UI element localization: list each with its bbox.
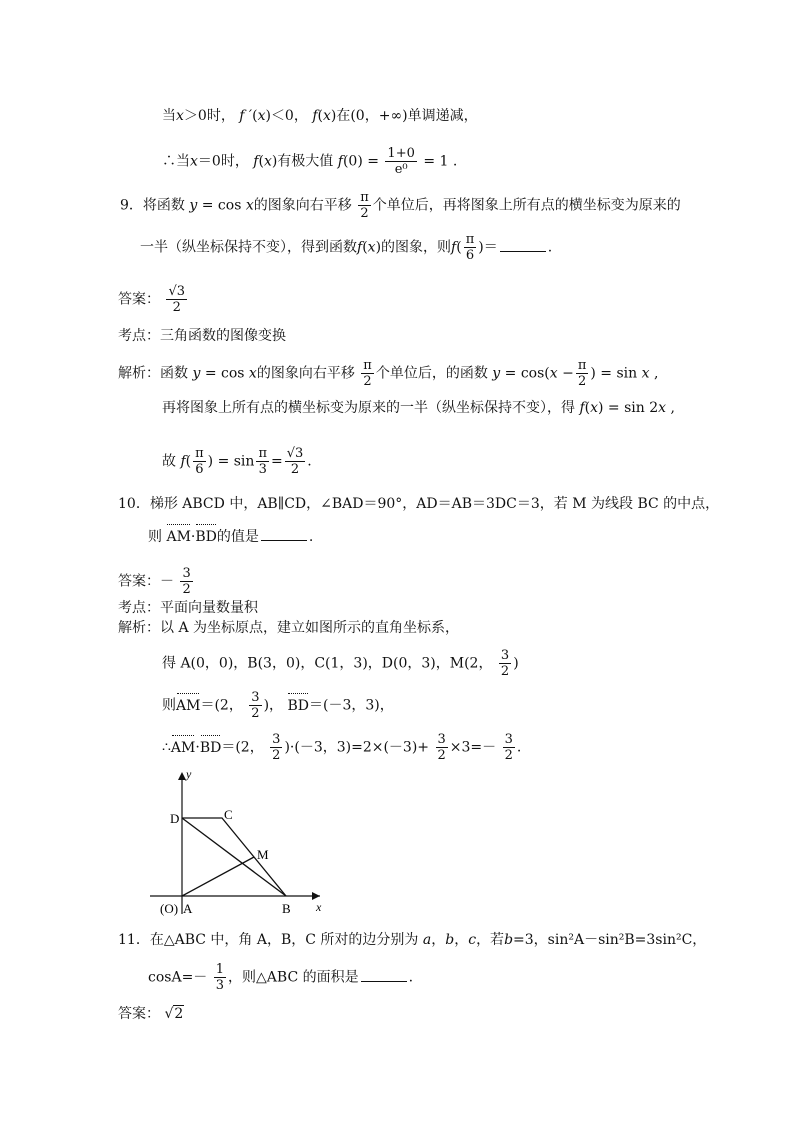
text: )，	[263, 697, 284, 714]
q11-line-1: 11．在△ABC 中，角 A，B，C 所对的边分别为 a，b，c，若b=3，sin²A－sin²B=3sin²C，	[118, 932, 707, 948]
text: ＝(2，	[200, 697, 243, 714]
text: ＝(－3，3)，	[309, 697, 394, 714]
q9-answer	[118, 284, 189, 315]
text: ＝	[483, 239, 498, 256]
top-line-2: ∴当x＝0时， f(x)有极大值 f(0) = $\frac{1+0}{\text{e⁰}}$ = 1 .	[162, 146, 458, 177]
text: ，若	[476, 932, 505, 948]
segment-BD	[182, 818, 286, 896]
q10-analysis-2: 得 A(0，0)，B(3，0)，C(1，3)，D(0，3)，M(2， $\frac{3}{2}$ )	[162, 648, 519, 679]
text: 在△ABC 中，角 A，B，C 所对的边分别为	[149, 932, 419, 948]
label-A: A	[183, 901, 193, 916]
q9-analysis-2: 再将图象上所有点的横坐标变为原来的一半（纵坐标保持不变），得 f(x) = sin 2x ,	[162, 400, 675, 416]
q9-analysis-3: 故 f( $\frac{\pi}{6}$ ) = sin $\frac{\pi}{3}$ = $\frac{√3}{2}$ .	[162, 446, 312, 477]
text: 的图象，则	[381, 239, 452, 256]
text: 则	[148, 529, 162, 545]
text: ＜0，	[270, 108, 308, 124]
label-C: C	[224, 807, 233, 822]
coordinate-figure	[150, 766, 340, 918]
label-D: D	[170, 811, 180, 826]
text: 得 A(0，0)，B(3，0)，C(1，3)，D(0，3)，M(2，	[162, 655, 493, 672]
text: ＞0时，	[183, 108, 235, 124]
fraction: $\frac{\pi}{2}$	[360, 190, 369, 221]
answer-sqrt: √2	[164, 1006, 184, 1022]
math-x: x	[176, 108, 184, 124]
text: ∴	[162, 739, 171, 756]
text: ＝(2，	[221, 739, 264, 756]
topic-text: 平面向量数量积	[160, 600, 258, 616]
q10-analysis-3: 则AM＝(2， $\frac{3}{2}$ )， BD＝(－3，3)，	[162, 690, 394, 721]
label: 解析：	[118, 620, 160, 636]
math-fprime: f ′	[239, 108, 253, 124]
text: 个单位后，的函数	[375, 365, 488, 382]
q10-analysis-1	[118, 618, 459, 638]
sign: －	[160, 573, 174, 590]
text: 将函数	[142, 197, 185, 214]
text: 一半（纵坐标保持不变），得到函数	[140, 239, 357, 256]
text: 函数	[160, 365, 188, 382]
q10-answer	[118, 566, 195, 597]
question-number: 10．	[118, 496, 150, 512]
label-x: x	[316, 900, 322, 914]
q10-analysis-4: ∴AM·BD＝(2， $\frac{3}{2}$ )·(－3，3)=2×(－3)+ $\frac{3}{2}$ ×3=－ $\frac{3}{2}$ .	[162, 732, 522, 763]
text: 的图象向右平移	[256, 365, 355, 382]
fraction: $\frac{1+0}{\text{e⁰}}$	[387, 146, 415, 177]
q9-analysis-1: 解析：函数 y = cos x的图象向右平移 $\frac{\pi}{2}$ 个单位后，的函数 y = cos(x − $\frac{\pi}{2}$ ) = sin x ,	[118, 358, 659, 389]
y-axis-arrow	[178, 772, 186, 780]
text: )·(－3，3)=2×(－3)+	[284, 739, 430, 756]
top-line-1: 当x＞0时， f ′(x)＜0， f(x)在(0，+∞)单调递减，	[162, 108, 478, 124]
text: 有极大值	[277, 153, 334, 170]
answer-blank	[500, 237, 546, 252]
q9-line-1: 9．将函数 y = cos x的图象向右平移 $\frac{\pi}{2}$ 个单位后，再将图象上所有点的横坐标变为原来的	[120, 190, 681, 221]
text: = 1 .	[423, 153, 458, 170]
answer-fraction: $\frac{√3}{2}$	[168, 284, 186, 315]
text: 的图象向右平移	[253, 197, 352, 214]
text: 再将图象上所有点的横坐标变为原来的一半（纵坐标保持不变），得	[162, 400, 575, 416]
q10-topic	[118, 598, 258, 618]
q11-answer	[118, 1004, 184, 1024]
text: =3，sin²A－sin²B=3sin²C，	[513, 932, 707, 948]
text: 在(0，+∞)单调递减，	[336, 108, 478, 124]
q10-line-2: 则 AM·BD的值是 .	[148, 526, 313, 547]
math-f: f	[312, 108, 318, 124]
label: 考点：	[118, 600, 160, 616]
text: ＝0时，	[197, 153, 249, 170]
label-y: y	[186, 767, 192, 781]
q10-line-1	[118, 494, 719, 514]
label: 答案：	[118, 573, 160, 590]
answer-blank	[261, 526, 307, 541]
label: 答案：	[118, 291, 160, 308]
question-number: 9．	[120, 197, 143, 214]
answer-blank	[361, 967, 407, 982]
text: 则	[162, 697, 176, 714]
label-M: M	[257, 847, 269, 862]
q9-line-2: 一半（纵坐标保持不变），得到函数f(x)的图象，则f( $\frac{\pi}{6}$ )＝ .	[140, 232, 553, 263]
text: 以 A 为坐标原点，建立如图所示的直角坐标系，	[160, 620, 460, 636]
text: 个单位后，再将图象上所有点的横坐标变为原来的	[372, 197, 681, 214]
text: ∴当	[162, 153, 190, 170]
q9-topic	[118, 326, 286, 346]
text: ，则△ABC 的面积是	[228, 969, 359, 986]
text: 当	[162, 108, 176, 124]
q11-line-2: cosA=－ $\frac{1}{3}$ ，则△ABC 的面积是 .	[148, 962, 414, 993]
text: 的值是	[216, 529, 259, 545]
label: 解析：	[118, 365, 160, 382]
topic-text: 三角函数的图像变换	[160, 328, 286, 344]
answer-fraction: $\frac{3}{2}$	[182, 566, 191, 597]
text: cosA=－	[148, 969, 208, 986]
segment-AM	[182, 857, 254, 896]
x-axis-arrow	[312, 892, 320, 900]
label: 答案：	[118, 1006, 160, 1022]
label-B: B	[282, 901, 291, 916]
text: 梯形 ABCD 中，AB∥CD，∠BAD＝90°，AD＝AB＝3DC＝3，若 M 为线段 BC 的中点，	[149, 496, 720, 512]
text: ×3=－	[449, 739, 497, 756]
text: 故	[162, 453, 176, 470]
label: 考点：	[118, 328, 160, 344]
question-number: 11．	[118, 932, 150, 948]
label-O: (O)	[160, 901, 179, 916]
